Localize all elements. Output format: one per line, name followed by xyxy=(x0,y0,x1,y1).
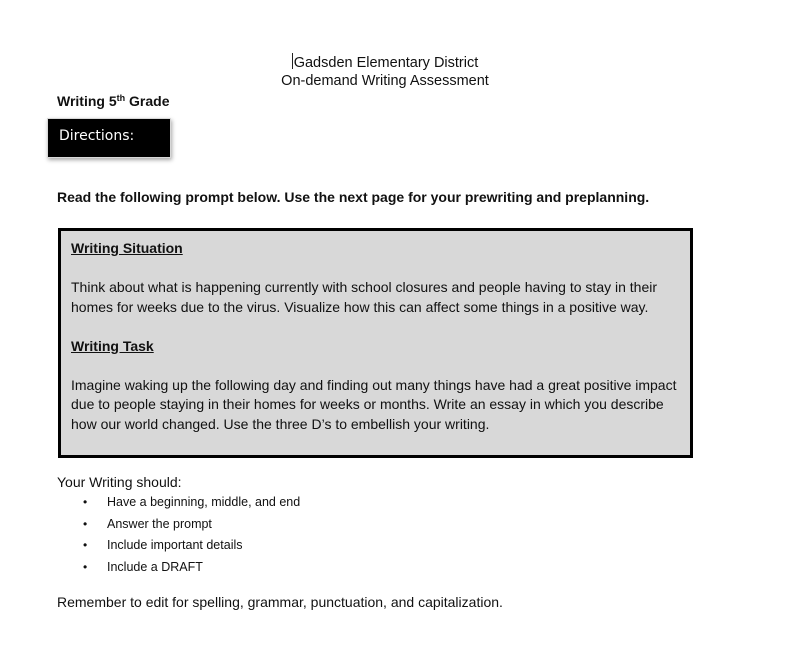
district-title-text: Gadsden Elementary District xyxy=(293,55,479,71)
directions-label: Directions: xyxy=(59,128,135,144)
reminder-text: Remember to edit for spelling, grammar, punctuation, and capitalization. xyxy=(57,594,503,610)
bullet-icon: • xyxy=(83,559,88,574)
list-item-text: Answer the prompt xyxy=(107,516,212,531)
prompt-box xyxy=(58,228,693,458)
instruction-text: Read the following prompt below. Use the next page for your prewriting and preplanning. xyxy=(57,189,650,205)
writing-situation-text: Think about what is happening currently with school closures and people having to stay in their homes for weeks due to the virus. Visualize how this can affect some things in a positive way. xyxy=(71,279,658,315)
list-item-text: Have a beginning, middle, and end xyxy=(107,495,301,509)
list-item xyxy=(57,515,300,537)
list-item-text: Include a DRAFT xyxy=(107,559,203,574)
grade-prefix: Writing 5 xyxy=(57,93,117,109)
criteria-list xyxy=(57,493,300,579)
bullet-icon: • xyxy=(83,516,88,531)
list-item xyxy=(57,536,300,558)
writing-task-heading: Writing Task xyxy=(71,337,154,354)
text-cursor xyxy=(292,53,293,69)
district-title xyxy=(0,53,770,72)
grade-superscript: th xyxy=(116,93,126,103)
bullet-icon: • xyxy=(83,495,88,509)
list-item xyxy=(57,558,300,580)
criteria-intro: Your Writing should: xyxy=(57,474,182,490)
grade-suffix: Grade xyxy=(125,93,170,109)
directions-box xyxy=(47,118,171,158)
bullet-icon: • xyxy=(83,538,88,552)
writing-situation-heading: Writing Situation xyxy=(71,240,183,256)
writing-task-text: Imagine waking up the following day and finding out many things have had a great positive impact due to people staying in their homes for weeks or months. Write an essay in which you describe how our world changed. Use the three D’s to embellish your writing. xyxy=(71,376,677,432)
assessment-title: On-demand Writing Assessment xyxy=(281,73,489,89)
grade-heading xyxy=(57,92,170,110)
list-item-text: Include important details xyxy=(107,538,243,552)
list-item xyxy=(57,493,300,515)
